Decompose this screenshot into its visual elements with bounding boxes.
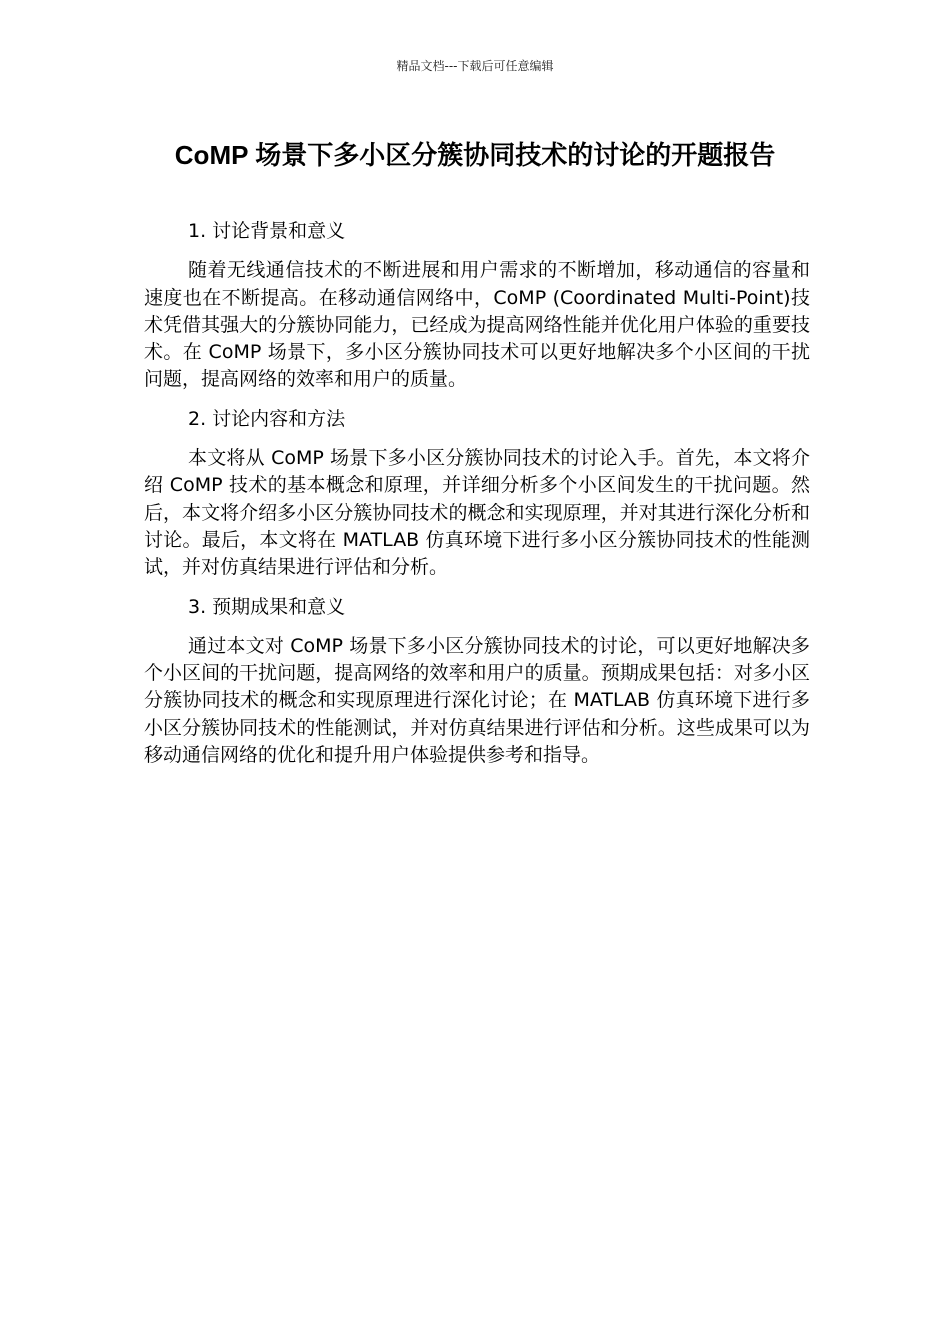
section-heading-expected-results: 3. 预期成果和意义 — [188, 595, 346, 618]
document-body — [144, 218, 810, 781]
section-heading-content-methods: 2. 讨论内容和方法 — [188, 407, 346, 430]
section-paragraph-background: 随着无线通信技术的不断进展和用户需求的不断增加，移动通信的容量和速度也在不断提高。在移动通信网络中，CoMP (Coordinated Multi-Point)技术凭借其强大的分簇协同能力，已经成为提高网络性能并优化用户体验的重要技术。在 CoMP 场景下，多小区分簇协同技术可以更好地解决多个小区间的干扰问题，提高网络的效率和用户的质量。 — [144, 259, 810, 391]
document-title: CoMP 场景下多小区分簇协同技术的讨论的开题报告 — [174, 140, 776, 170]
page-header: 精品文档---下载后可任意编辑 — [396, 59, 554, 73]
section-paragraph-expected-results: 通过本文对 CoMP 场景下多小区分簇协同技术的讨论，可以更好地解决多个小区间的干扰问题，提高网络的效率和用户的质量。预期成果包括：对多小区分簇协同技术的概念和实现原理进行深化讨论；在 MATLAB 仿真环境下进行多小区分簇协同技术的性能测试，并对仿真结果进行评估和分析。这些成果可以为移动通信网络的优化和提升用户体验提供参考和指导。 — [144, 634, 810, 767]
section-paragraph-content-methods: 本文将从 CoMP 场景下多小区分簇协同技术的讨论入手。首先，本文将介绍 CoMP 技术的基本概念和原理，并详细分析多个小区间发生的干扰问题。然后，本文将介绍多小区分簇协同技术的概念和实现原理，并对其进行深化分析和讨论。最后，本文将在 MATLAB 仿真环境下进行多小区分簇协同技术的性能测试，并对仿真结果进行评估和分析。 — [144, 447, 810, 579]
section-heading-background: 1. 讨论背景和意义 — [188, 220, 346, 242]
